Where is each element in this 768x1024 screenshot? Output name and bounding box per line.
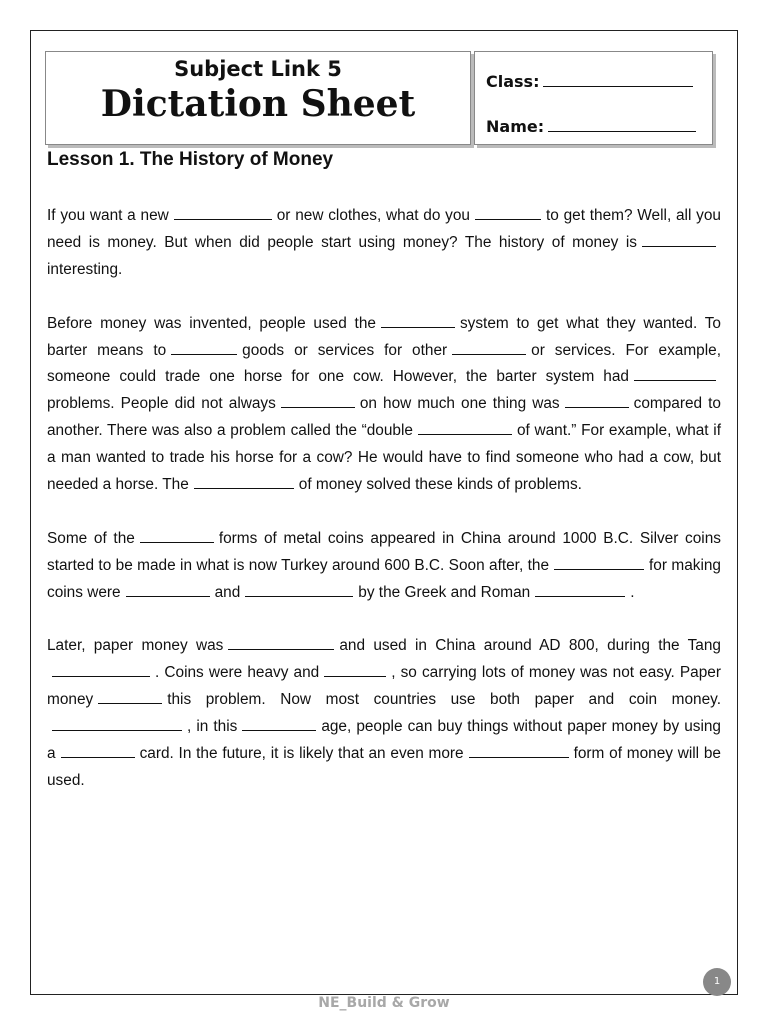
blank[interactable] xyxy=(245,584,353,597)
blank[interactable] xyxy=(140,530,214,543)
page-number: 1 xyxy=(703,968,731,996)
blank[interactable] xyxy=(324,664,386,677)
paragraph: If you want a new or new clothes, what do you to get them? Well, all you need is money. But when did people start using money? The history of money isinteresting. xyxy=(47,207,721,278)
name-field[interactable] xyxy=(548,117,696,132)
blank[interactable] xyxy=(126,584,210,597)
blank[interactable] xyxy=(418,422,512,435)
blank[interactable] xyxy=(242,718,316,731)
blank[interactable] xyxy=(381,315,455,328)
class-field[interactable] xyxy=(543,72,693,87)
name-label: Name: xyxy=(486,117,545,136)
blank[interactable] xyxy=(194,476,294,489)
footer-watermark: NE_Build & Grow xyxy=(318,995,450,1011)
blank[interactable] xyxy=(475,207,541,220)
passage xyxy=(47,203,721,822)
blank[interactable] xyxy=(452,342,526,355)
blank[interactable] xyxy=(52,664,150,677)
paragraph: Some of the forms of metal coins appeared in China around 1000 B.C. Silver coins started to be made in what is now Turkey around 600 B.C. Soon after, the for making coins were and by the Greek and Roman . xyxy=(47,529,721,601)
blank[interactable] xyxy=(61,745,135,758)
blank[interactable] xyxy=(469,745,569,758)
blank[interactable] xyxy=(634,368,716,381)
blank[interactable] xyxy=(535,584,625,597)
lesson-title: Lesson 1. The History of Money xyxy=(47,149,334,170)
blank[interactable] xyxy=(98,691,162,704)
blank[interactable] xyxy=(174,207,272,220)
blank[interactable] xyxy=(565,395,629,408)
info-box xyxy=(474,51,713,145)
blank[interactable] xyxy=(228,637,334,650)
class-row xyxy=(486,72,693,91)
class-label: Class: xyxy=(486,72,540,91)
title-box xyxy=(45,51,471,145)
blank[interactable] xyxy=(52,718,182,731)
name-row xyxy=(486,117,696,136)
blank[interactable] xyxy=(171,342,237,355)
blank[interactable] xyxy=(281,395,355,408)
paragraph: Before money was invented, people used the system to get what they wanted. To barter means to goods or services for other or services. For example, someone could trade one horse for one cow. However, the barter system hadproblems. People did not always on how much one thing was compared to another. There was also a problem called the “double of want.” For example, what if a man wanted to trade his horse for a cow? He would have to find someone who had a cow, but needed a horse. The of money solved these kinds of problems. xyxy=(47,314,721,494)
subtitle: Subject Link 5 xyxy=(174,57,342,81)
blank[interactable] xyxy=(642,234,716,247)
paragraph: Later, paper money was and used in China around AD 800, during the Tang. Coins were heavy and , so carrying lots of money was not easy. Paper money this problem. Now most countries use both paper and coin money., in this age, people can buy things without paper money by using a card. In the future, it is likely that an even more form of money will be used. xyxy=(47,637,721,789)
blank[interactable] xyxy=(554,557,644,570)
page-title: Dictation Sheet xyxy=(100,83,416,125)
